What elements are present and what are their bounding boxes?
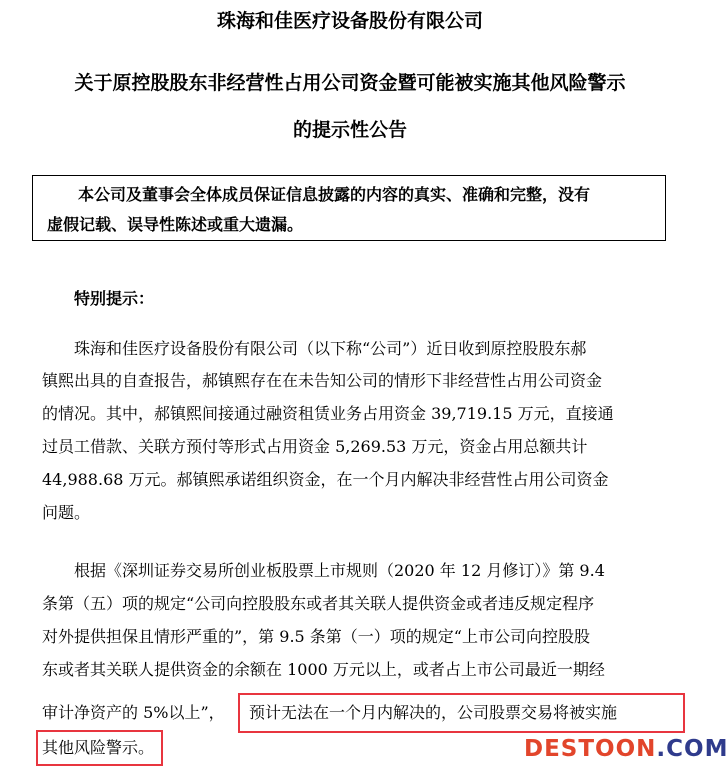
disclaimer-line1: 本公司及董事会全体成员保证信息披露的内容的真实、准确和完整，没有 (78, 185, 591, 204)
paragraph2-line5-part2: 预计无法在一个月内解决的，公司股票交易将被实施 (249, 703, 618, 722)
destoon-watermark (524, 735, 728, 763)
paragraph1-line2: 镇熙出具的自查报告，郝镇熙存在在未告知公司的情形下非经营性占用公司资金 (42, 371, 603, 390)
paragraph2-line2: 条第（五）项的规定“公司向控股股东或者其关联人提供资金或者违反规定程序 (42, 594, 595, 613)
special-notice-heading: 特别提示： (74, 289, 155, 308)
disclaimer-box (32, 175, 666, 241)
paragraph2-line5-part1: 审计净资产的 5%以上”， (42, 703, 225, 722)
watermark-text-part1: DESTOON (524, 736, 657, 762)
paragraph2-line1: 根据《深圳证券交易所创业板股票上市规则（2020 年 12 月修订）》第 9.4 (74, 561, 605, 580)
highlight-box-upper (238, 693, 685, 733)
watermark-text-part2: .COM (656, 736, 728, 762)
highlight-box-lower (36, 730, 163, 766)
paragraph1-line3: 的情况。其中，郝镇熙间接通过融资租赁业务占用资金 39,719.15 万元，直接通 (42, 404, 614, 423)
paragraph1-line6: 问题。 (42, 503, 91, 522)
disclaimer-line2: 虚假记载、误导性陈述或重大遗漏。 (47, 215, 304, 234)
company-name: 珠海和佳医疗设备股份有限公司 (216, 10, 483, 32)
paragraph1-line5: 44,988.68 万元。郝镇熙承诺组织资金，在一个月内解决非经营性占用公司资金 (42, 470, 609, 489)
paragraph2-line4: 东或者其关联人提供资金的余额在 1000 万元以上，或者占上市公司最近一期经 (42, 660, 605, 679)
paragraph2-line3: 对外提供担保且情形严重的”，第 9.5 条第（一）项的规定“上市公司向控股股 (42, 627, 590, 646)
paragraph1-line1: 珠海和佳医疗设备股份有限公司（以下称“公司”）近日收到原控股股东郝 (74, 339, 587, 358)
paragraph1-line4: 过员工借款、关联方预付等形式占用资金 5,269.53 万元，资金占用总额共计 (42, 437, 588, 456)
announcement-title-line1: 关于原控股股东非经营性占用公司资金暨可能被实施其他风险警示 (74, 72, 626, 94)
paragraph2-line6: 其他风险警示。 (42, 738, 155, 757)
announcement-title-line2: 的提示性公告 (292, 119, 407, 141)
